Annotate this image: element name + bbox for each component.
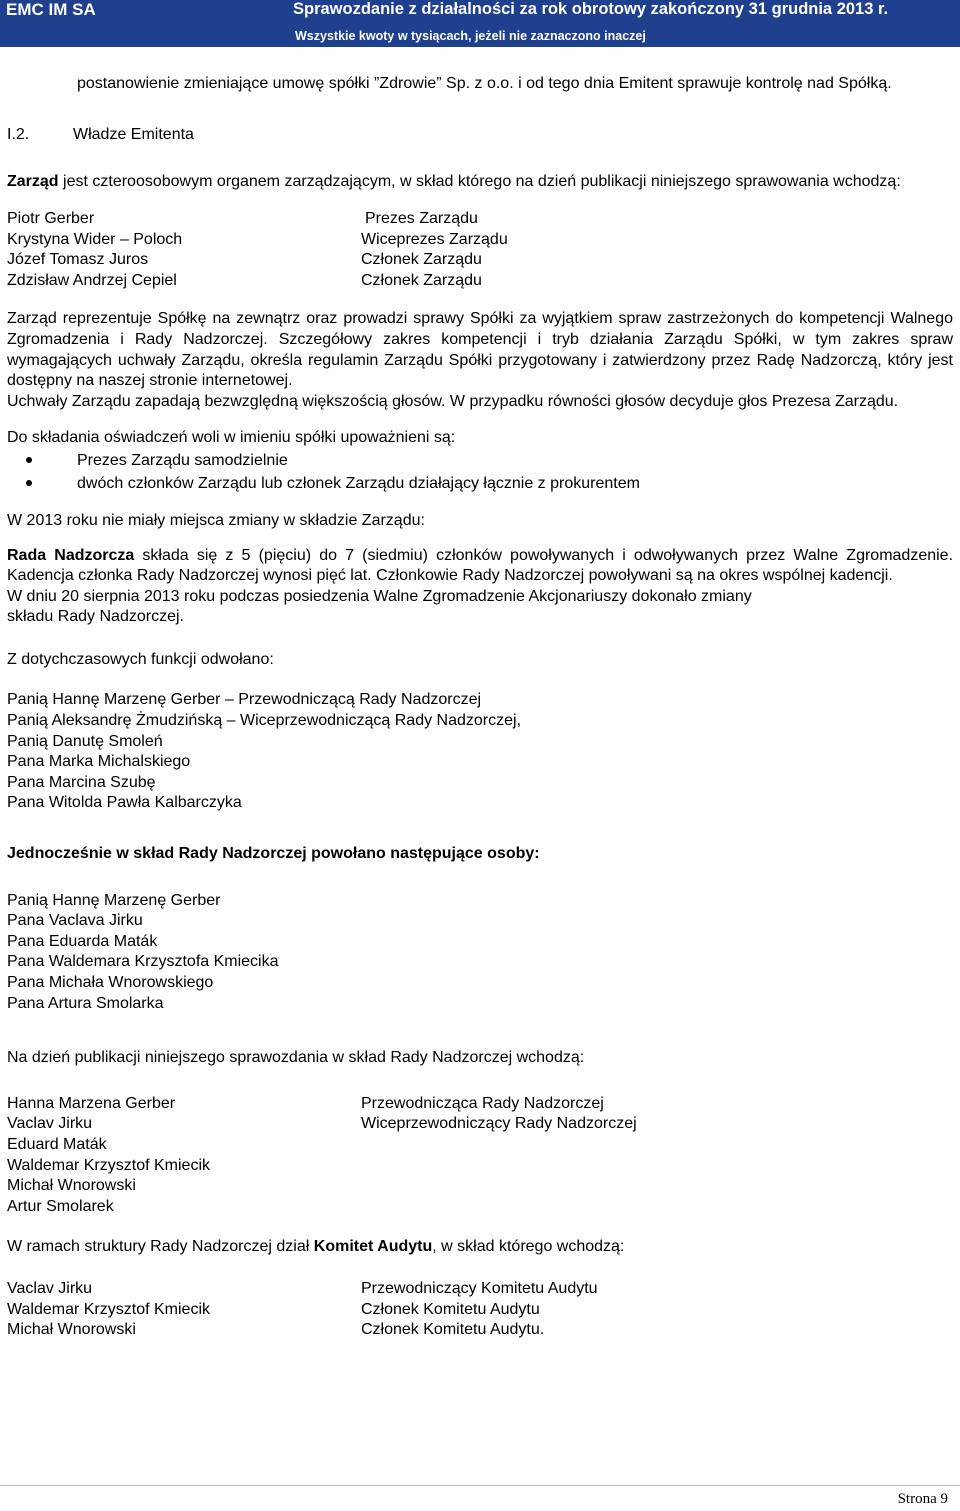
list-item: Panią Aleksandrę Żmudzińską – Wiceprzewodniczącą Rady Nadzorczej, xyxy=(7,712,522,730)
member-name: Vaclav Jirku xyxy=(7,1115,93,1133)
current-members-list xyxy=(7,1094,953,1218)
representation-list xyxy=(7,449,953,495)
representation-intro: Do składania oświadczeń woli w imieniu spółki upoważnieni są: xyxy=(7,429,456,447)
member-role: Przewodniczący Komitetu Audytu xyxy=(361,1279,598,1297)
supervisory-board-intro: Rada Nadzorcza składa się z 5 (pięciu) do 7 (siedmiu) członków powoływanych i odwoływanych przez Walne Zgromadzenie. Kadencja członka Rady Nadzorczej wynosi pięć lat. Członkowie Rady Nadzorczej powoływani są na okres wspólnej kadencji. xyxy=(7,546,954,585)
current-members-heading: Na dzień publikacji niniejszego sprawozdania w skład Rady Nadzorczej wchodzą: xyxy=(7,1049,585,1067)
list-item: Pana Witolda Pawła Kalbarczyka xyxy=(7,794,242,812)
composition-change-line: składu Rady Nadzorczej. xyxy=(7,608,184,626)
member-role: Członek Komitetu Audytu xyxy=(361,1300,540,1318)
board-competence-paragraph: Zarząd reprezentuje Spółkę na zewnątrz oraz prowadzi sprawy Spółki za wyjątkiem spraw zastrzeżonych do kompetencji Walnego Zgromadzenia i Rady Nadzorczej. Szczegółowy zakres kompetencji i tryb działania Zarządu Spółki, w tym zakres spraw wymagających uchwały Zarządu, określa regulamin Zarządu Spółki przygotowany i zatwierdzony przez Radę Nadzorczą, który jest dostępny na naszej stronie internetowej. xyxy=(7,310,953,390)
board-member-role: Prezes Zarządu xyxy=(365,209,478,227)
no-changes-note: W 2013 roku nie miały miejsca zmiany w składzie Zarządu: xyxy=(7,511,425,529)
footer-divider xyxy=(0,1485,960,1486)
document-body xyxy=(7,74,953,1341)
board-member-role: Wiceprezes Zarządu xyxy=(361,230,508,248)
company-name: EMC IM SA xyxy=(6,0,96,19)
composition-change-line: W dniu 20 sierpnia 2013 roku podczas posiedzenia Walne Zgromadzenie Akcjonariuszy dokonało zmiany xyxy=(7,587,752,605)
list-item: Pana Marcina Szubę xyxy=(7,773,156,791)
list-item: Pana Vaclava Jirku xyxy=(7,912,143,930)
list-item: Pana Michała Wnorowskiego xyxy=(7,974,214,991)
member-name: Michał Wnorowski xyxy=(7,1177,136,1195)
board-members-list xyxy=(7,209,953,291)
list-item: Panią Danutę Smoleń xyxy=(7,732,163,750)
board-member-name: Piotr Gerber xyxy=(7,209,95,227)
audit-committee-intro: W ramach struktury Rady Nadzorczej dział Komitet Audytu, w skład którego wchodzą: xyxy=(7,1238,625,1256)
board-member-role: Członek Zarządu xyxy=(361,251,482,269)
list-item: dwóch członków Zarządu lub członek Zarządu działający łącznie z prokurentem xyxy=(7,472,953,495)
report-title: Sprawozdanie z działalności za rok obrotowy zakończony 31 grudnia 2013 r. xyxy=(293,0,889,18)
amounts-note: Wszystkie kwoty w tysiącach, jeżeli nie zaznaczono inaczej xyxy=(295,29,646,43)
list-item: Pana Eduarda Maták xyxy=(7,932,158,950)
member-role: Członek Komitetu Audytu. xyxy=(361,1321,545,1339)
member-role: Wiceprzewodniczący Rady Nadzorczej xyxy=(361,1115,637,1133)
list-item: Panią Hannę Marzenę Gerber – Przewodniczącą Rady Nadzorczej xyxy=(7,691,482,709)
list-item: Pana Waldemara Krzysztofa Kmiecika xyxy=(7,953,279,971)
dismissed-heading: Z dotychczasowych funkcji odwołano: xyxy=(7,650,274,668)
member-name: Artur Smolarek xyxy=(7,1197,114,1215)
intro-paragraph: postanowienie zmieniające umowę spółki ”Zdrowie” Sp. z o.o. i od tego dnia Emitent sprawuje kontrolę nad Spółką. xyxy=(77,75,892,92)
section-heading xyxy=(7,125,953,146)
list-item: Prezes Zarządu samodzielnie xyxy=(7,449,953,472)
member-name: Waldemar Krzysztof Kmiecik xyxy=(7,1300,210,1318)
page-number: Strona 9 xyxy=(897,1491,948,1507)
member-name: Waldemar Krzysztof Kmiecik xyxy=(7,1156,210,1174)
page-header xyxy=(0,0,960,47)
list-item: Pana Marka Michalskiego xyxy=(7,753,191,771)
member-name: Vaclav Jirku xyxy=(7,1279,93,1297)
dismissed-list xyxy=(7,690,953,814)
section-number: I.2. xyxy=(7,126,30,144)
list-item: Pana Artura Smolarka xyxy=(7,994,164,1012)
appointed-list xyxy=(7,891,953,1015)
board-member-name: Krystyna Wider – Poloch xyxy=(7,230,183,248)
audit-committee-list xyxy=(7,1279,953,1341)
member-name: Hanna Marzena Gerber xyxy=(7,1094,176,1112)
list-item: Panią Hannę Marzenę Gerber xyxy=(7,891,221,909)
board-intro: Zarząd jest czteroosobowym organem zarządzającym, w skład którego na dzień publikacji niniejszego sprawowania wchodzą: xyxy=(7,173,901,191)
board-member-name: Józef Tomasz Juros xyxy=(7,251,149,269)
board-member-role: Członek Zarządu xyxy=(361,271,482,289)
board-member-name: Zdzisław Andrzej Cepiel xyxy=(7,271,177,289)
member-role: Przewodnicząca Rady Nadzorczej xyxy=(361,1094,604,1112)
board-voting-paragraph: Uchwały Zarządu zapadają bezwzględną większością głosów. W przypadku równości głosów decyduje głos Prezesa Zarządu. xyxy=(7,392,899,410)
section-title: Władze Emitenta xyxy=(73,126,194,144)
appointed-heading: Jednocześnie w skład Rady Nadzorczej powołano następujące osoby: xyxy=(7,845,540,863)
member-name: Michał Wnorowski xyxy=(7,1321,136,1339)
member-name: Eduard Maták xyxy=(7,1135,107,1153)
